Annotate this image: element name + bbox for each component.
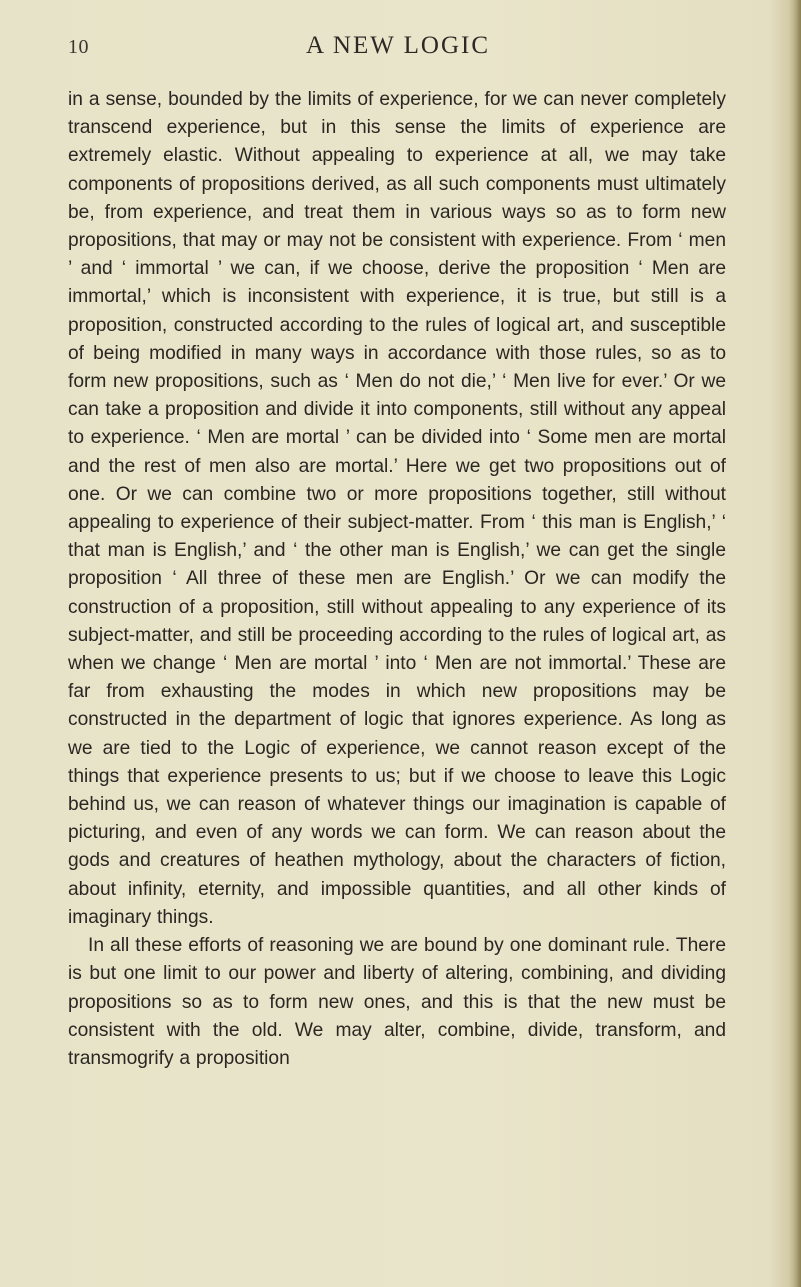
body-text <box>68 86 726 1073</box>
paragraph-1: in a sense, bounded by the limits of experience, for we can never completely transcend experience, but in this sense the limits of experience are extremely elastic. Without appealing to experience at all, we may take components of propositions derived, as all such components must ultimately be, from experience, and treat them in various ways so as to form new propositions, that may or may not be consistent with experience. From ‘ men ’ and ‘ immortal ’ we can, if we choose, derive the proposition ‘ Men are immortal,’ which is inconsistent with experience, it is true, but still is a proposition, constructed according to the rules of logical art, and susceptible of being modified in many ways in accordance with those rules, so as to form new propositions, such as ‘ Men do not die,’ ‘ Men live for ever.’ Or we can take a proposition and divide it into components, still without any appeal to experience. ‘ Men are mortal ’ can be divided into ‘ Some men are mortal and the rest of men also are mortal.’ Here we get two propositions out of one. Or we can combine two or more propositions together, still without appealing to experience of their subject-matter. From ‘ this man is English,’ ‘ that man is English,’ and ‘ the other man is English,’ we can get the single proposition ‘ All three of these men are English.’ Or we can modify the construction of a proposition, still without appealing to any experience of its subject-matter, and still be proceeding according to the rules of logical art, as when we change ‘ Men are mortal ’ into ‘ Men are not immortal.’ These are far from exhausting the modes in which new propositions may be constructed in the department of logic that ignores experience. As long as we are tied to the Logic of experience, we cannot reason except of the things that experience presents to us; but if we choose to leave this Logic behind us, we can reason of whatever things our imagination is capable of picturing, and even of any words we can form. We can reason about the gods and creatures of heathen mythology, about the characters of fiction, about infinity, eternity, and impossible quantities, and all other kinds of imaginary things. <box>68 89 726 928</box>
running-head <box>68 32 728 72</box>
page-edge-shadow <box>789 0 801 1287</box>
book-title: A NEW LOGIC <box>305 32 491 59</box>
page-number: 10 <box>68 36 89 58</box>
paragraph-2: In all these efforts of reasoning we are bound by one dominant rule. There is but one limit to our power and liberty of altering, combining, and dividing propositions so as to form new ones, and this is that the new must be consistent with the old. We may alter, combine, divide, transform, and transmogrify a proposition <box>68 935 726 1069</box>
